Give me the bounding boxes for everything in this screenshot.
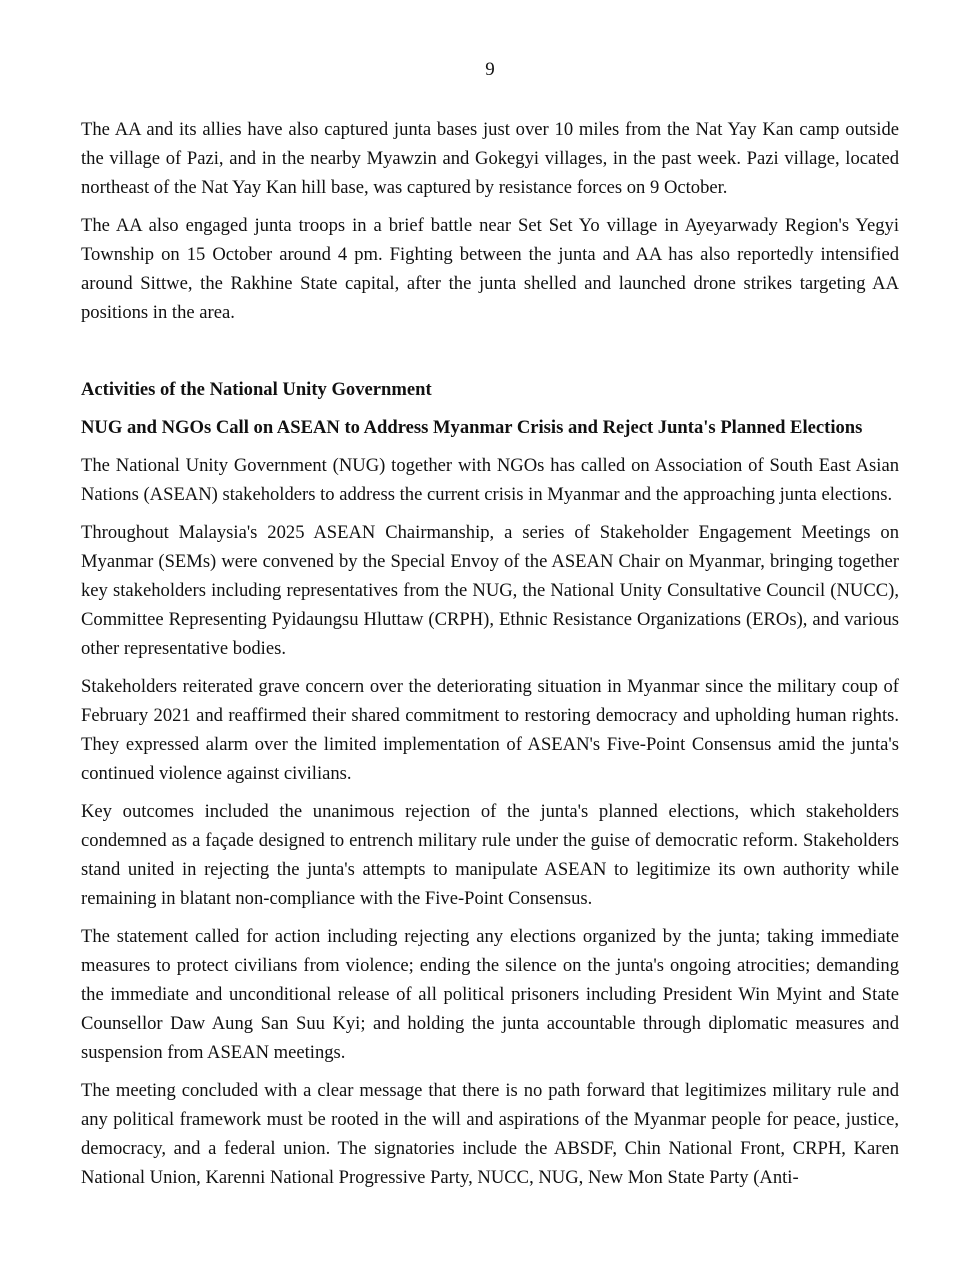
section-heading: Activities of the National Unity Government xyxy=(81,379,432,400)
body-paragraph: The statement called for action including rejecting any elections organized by the junta; taking immediate measures to protect civilians from violence; ending the silence on the junta's ongoing atrocities; demanding the immediate and unconditional release of all political prisoners including President Win Myint and State Counsellor Daw Aung San Suu Kyi; and holding the junta accountable through diplomatic measures and suspension from ASEAN meetings. xyxy=(81,926,899,1063)
body-paragraph: The AA and its allies have also captured junta bases just over 10 miles from the Nat Yay Kan camp outside the village of Pazi, and in the nearby Myawzin and Gokegyi villages, in the past week. Pazi village, located northeast of the Nat Yay Kan hill base, was captured by resistance forces on 9 October. xyxy=(81,119,899,198)
body-paragraph: Stakeholders reiterated grave concern over the deteriorating situation in Myanmar since the military coup of February 2021 and reaffirmed their shared commitment to restoring democracy and upholding human rights. They expressed alarm over the limited implementation of ASEAN's Five-Point Consensus amid the junta's continued violence against civilians. xyxy=(81,676,899,784)
page-content xyxy=(81,115,899,1201)
body-paragraph: The AA also engaged junta troops in a brief battle near Set Set Yo village in Ayeyarwady Region's Yegyi Township on 15 October around 4 pm. Fighting between the junta and AA has also reportedly intensified around Sittwe, the Rakhine State capital, after the junta shelled and launched drone strikes targeting AA positions in the area. xyxy=(81,215,899,323)
page-number: 9 xyxy=(485,59,495,80)
article-heading: NUG and NGOs Call on ASEAN to Address Myanmar Crisis and Reject Junta's Planned Elections xyxy=(81,417,863,438)
body-paragraph: The National Unity Government (NUG) together with NGOs has called on Association of South East Asian Nations (ASEAN) stakeholders to address the current crisis in Myanmar and the approaching junta elections. xyxy=(81,455,899,505)
body-paragraph: The meeting concluded with a clear message that there is no path forward that legitimizes military rule and any political framework must be rooted in the will and aspirations of the Myanmar people for peace, justice, democracy, and a federal union. The signatories include the ABSDF, Chin National Front, CRPH, Karen National Union, Karenni National Progressive Party, NUCC, NUG, New Mon State Party (Anti- xyxy=(81,1080,899,1188)
body-paragraph: Key outcomes included the unanimous rejection of the junta's planned elections, which stakeholders condemned as a façade designed to entrench military rule under the guise of democratic reform. Stakeholders stand united in rejecting the junta's attempts to manipulate ASEAN to legitimize its own authority while remaining in blatant non-compliance with the Five-Point Consensus. xyxy=(81,801,899,909)
body-paragraph: Throughout Malaysia's 2025 ASEAN Chairmanship, a series of Stakeholder Engagement Meetings on Myanmar (SEMs) were convened by the Special Envoy of the ASEAN Chair on Myanmar, bringing together key stakeholders including representatives from the NUG, the National Unity Consultative Council (NUCC), Committee Representing Pyidaungsu Hluttaw (CRPH), Ethnic Resistance Organizations (EROs), and various other representative bodies. xyxy=(81,522,899,659)
